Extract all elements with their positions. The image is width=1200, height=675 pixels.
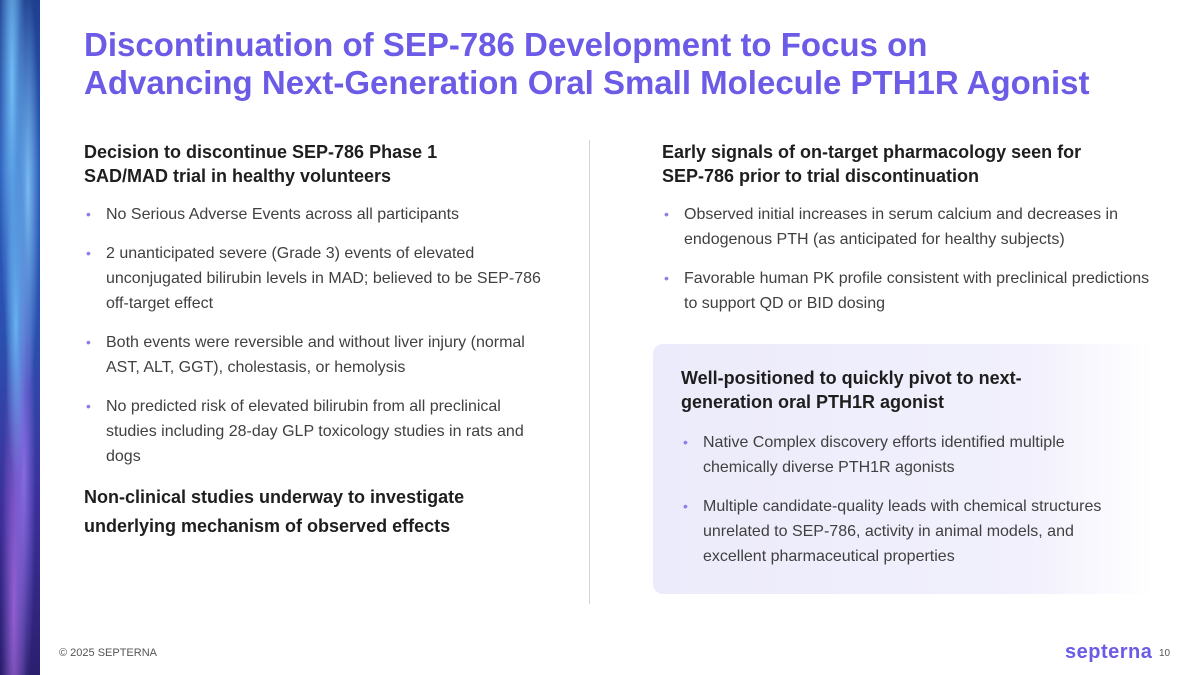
left-heading-line-2: SAD/MAD trial in healthy volunteers (84, 166, 392, 186)
callout-box (653, 344, 1153, 594)
bullet-icon: • (664, 270, 669, 286)
septerna-logo: septerna (1065, 641, 1153, 663)
bullet-text: No Serious Adverse Events across all participants (106, 206, 460, 223)
callout-bullet-list (681, 430, 1125, 569)
bullet-text: No predicted risk of elevated bilirubin from all preclinical studies including 28-day GLP toxicology studies in rats and dogs (106, 398, 524, 465)
right-heading-line-1: Early signals of on-target pharmacology seen for (662, 142, 1082, 162)
left-subheading-line-2: underlying mechanism of observed effects (84, 516, 451, 536)
bullet-text: Favorable human PK profile consistent with preclinical predictions to support QD or BID dosing (684, 270, 1150, 312)
callout-heading-line-2: generation oral PTH1R agonist (681, 392, 945, 412)
slide-title (84, 26, 1174, 102)
bullet-icon: • (683, 498, 688, 514)
left-heading (84, 140, 554, 188)
list-item (681, 494, 1125, 569)
bullet-text: Observed initial increases in serum calcium and decreases in endogenous PTH (as anticipated for healthy subjects) (684, 206, 1118, 248)
list-item (662, 202, 1152, 252)
bullet-icon: • (683, 434, 688, 450)
page-number: 10 (1159, 648, 1171, 659)
bullet-icon: • (86, 206, 91, 222)
right-bullet-list (662, 202, 1152, 316)
list-item (84, 241, 554, 316)
list-item (84, 202, 554, 227)
column-divider (589, 140, 590, 604)
list-item (84, 394, 554, 469)
bullet-text: Both events were reversible and without liver injury (normal AST, ALT, GGT), cholestasis, or hemolysis (106, 334, 525, 376)
list-item (681, 430, 1125, 480)
slide-title-line-2: Advancing Next-Generation Oral Small Molecule PTH1R Agonist (84, 64, 1090, 101)
left-subheading-line-1: Non-clinical studies underway to investigate (84, 487, 465, 507)
bullet-text: Native Complex discovery efforts identified multiple chemically diverse PTH1R agonists (703, 434, 1065, 476)
bullet-icon: • (86, 245, 91, 261)
right-heading (662, 140, 1152, 188)
decorative-side-image (0, 0, 40, 675)
callout-heading-line-1: Well-positioned to quickly pivot to next- (681, 368, 1022, 388)
list-item (662, 266, 1152, 316)
left-subheading (84, 483, 554, 541)
left-bullet-list (84, 202, 554, 469)
bullet-icon: • (86, 398, 91, 414)
bullet-icon: • (86, 334, 91, 350)
right-column (662, 140, 1152, 330)
callout-heading (681, 366, 1125, 414)
right-heading-line-2: SEP-786 prior to trial discontinuation (662, 166, 980, 186)
left-column (84, 140, 554, 541)
bullet-icon: • (664, 206, 669, 222)
footer-copyright: © 2025 SEPTERNA (59, 647, 157, 659)
bullet-text: 2 unanticipated severe (Grade 3) events of elevated unconjugated bilirubin levels in MAD; believed to be SEP-786 off-target effect (106, 245, 541, 312)
bullet-text: Multiple candidate-quality leads with chemical structures unrelated to SEP-786, activity in animal models, and excellent pharmaceutical properties (703, 498, 1102, 565)
list-item (84, 330, 554, 380)
slide-title-line-1: Discontinuation of SEP-786 Development to Focus on (84, 26, 928, 63)
left-heading-line-1: Decision to discontinue SEP-786 Phase 1 (84, 142, 438, 162)
